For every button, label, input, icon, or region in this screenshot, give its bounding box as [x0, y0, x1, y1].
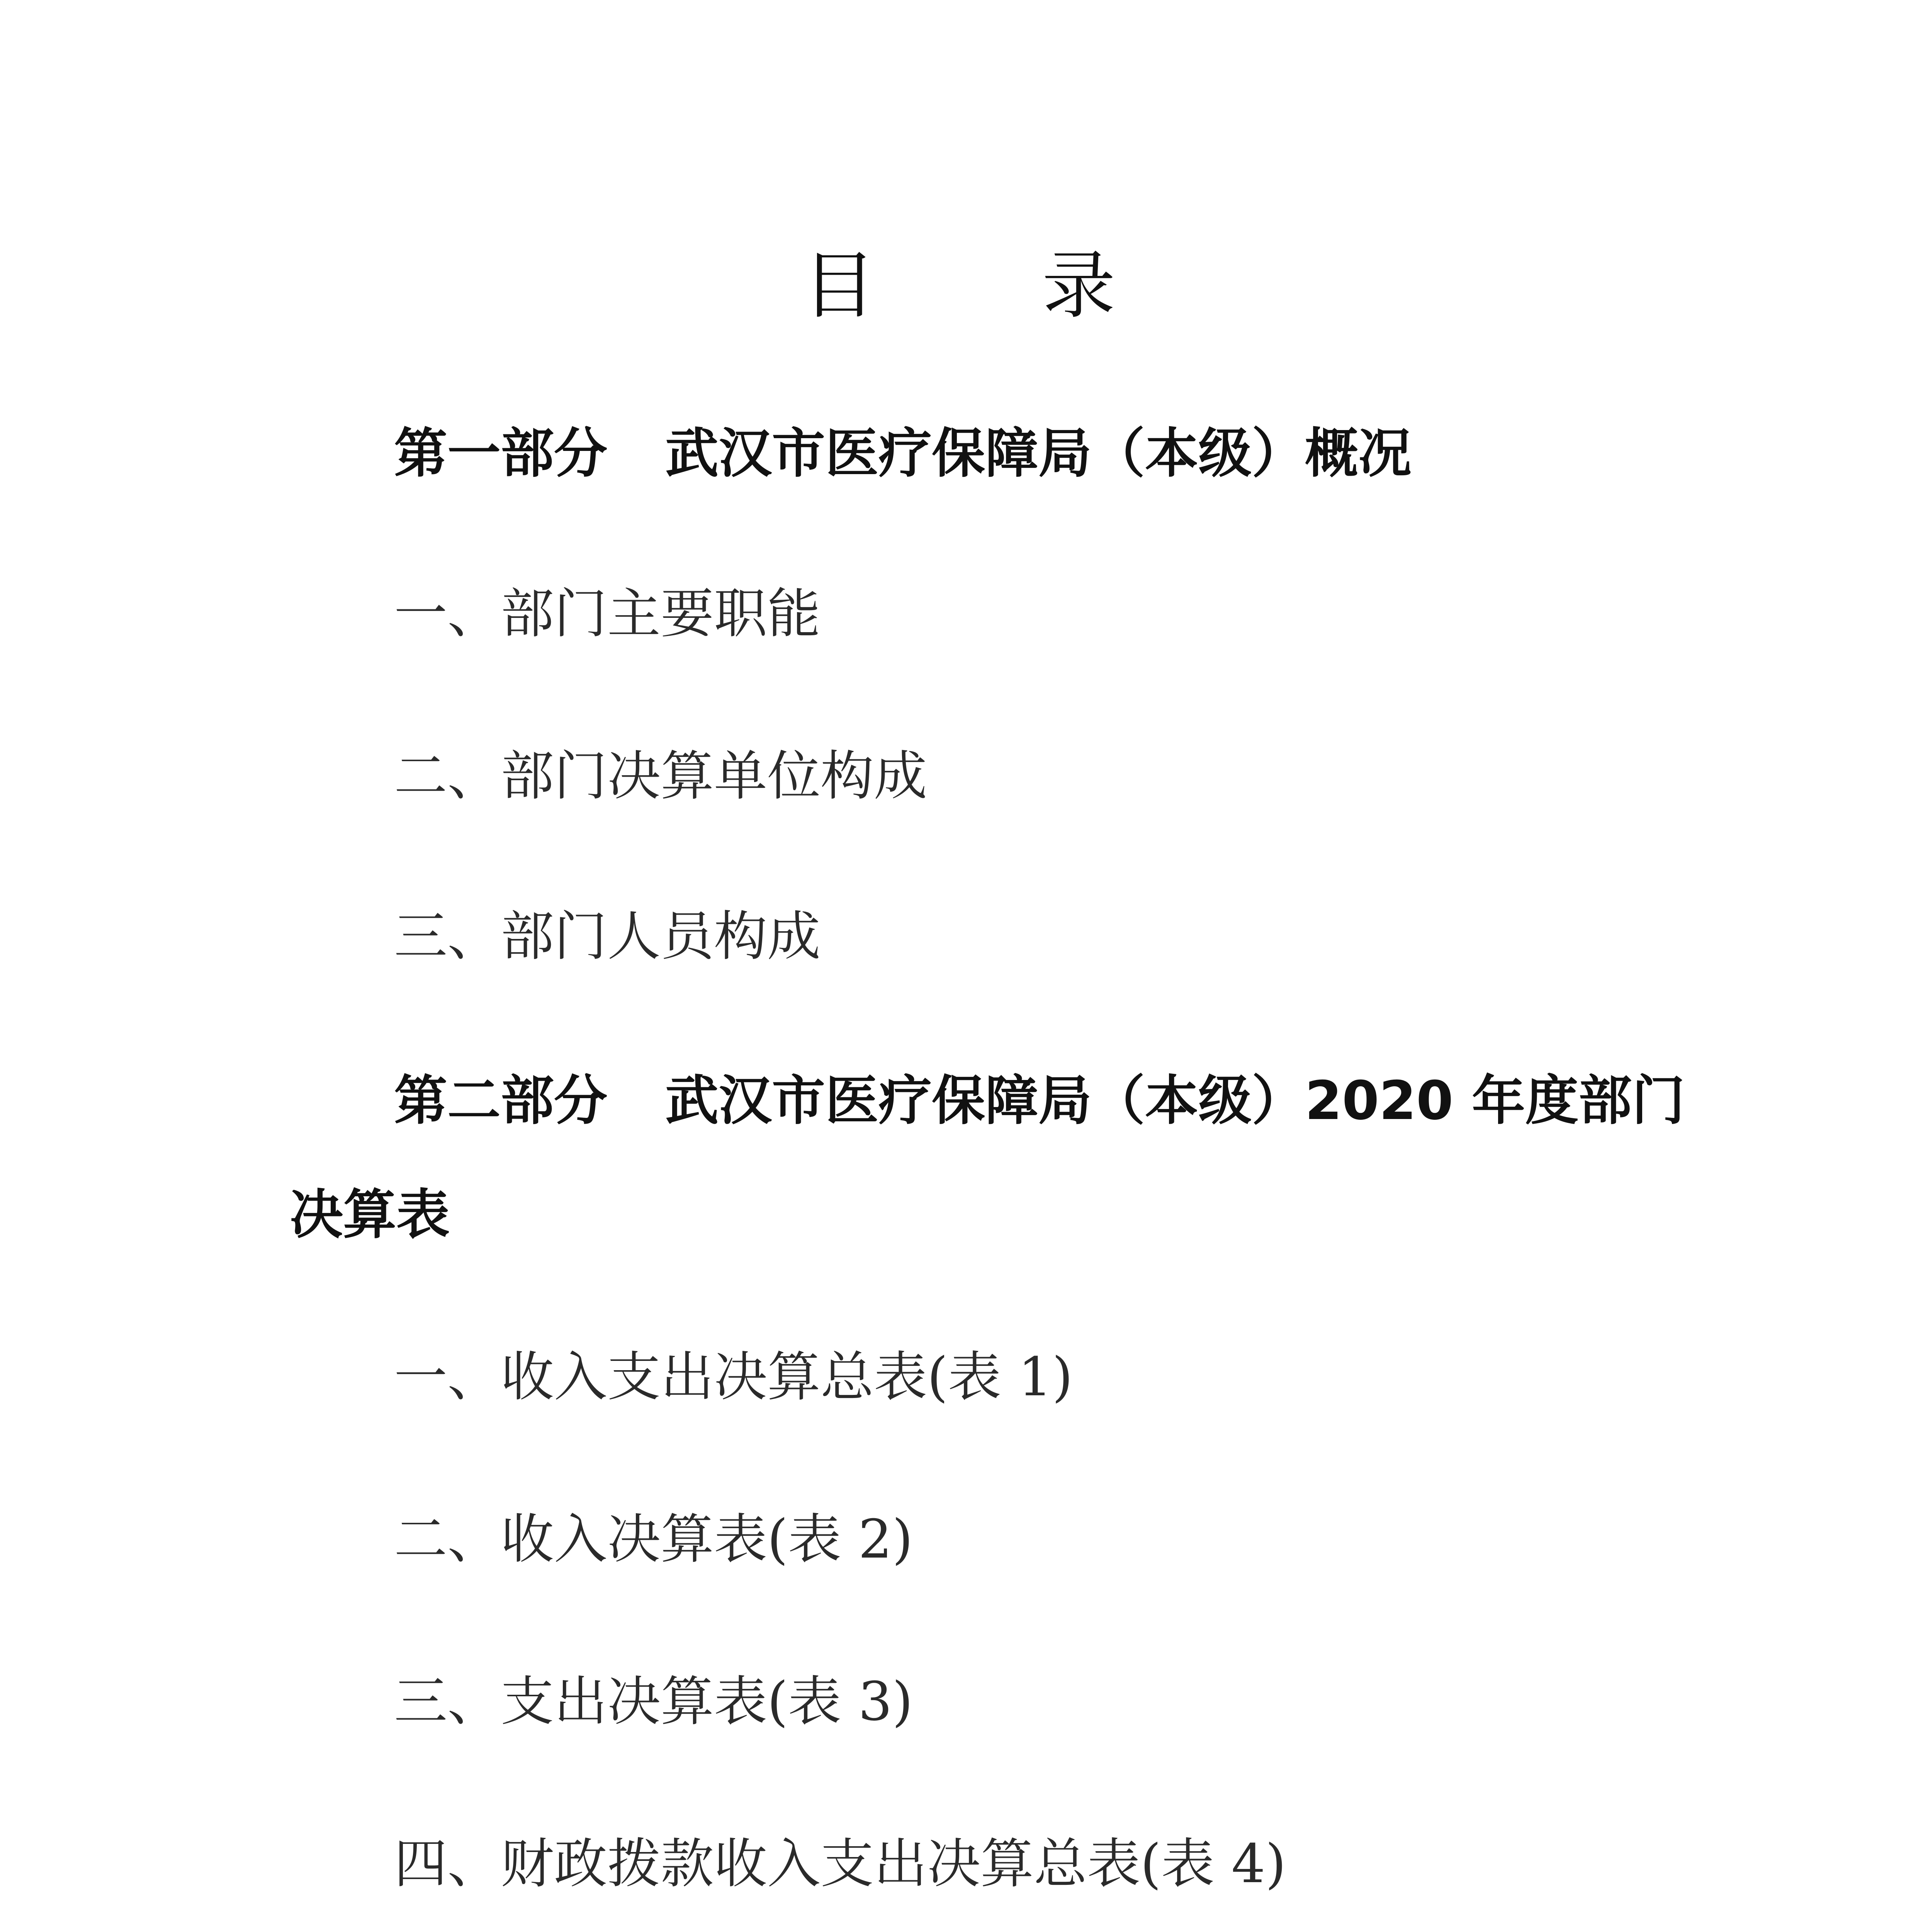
part2-title-line1: 武汉市医疗保障局（本级）2020 年度部门	[665, 1070, 1685, 1132]
part2-title-line2: 决算表	[290, 1184, 450, 1246]
toc-item: 一、收入支出决算总表(表 1)	[394, 1346, 1073, 1408]
part2-label: 第二部分	[394, 1070, 608, 1132]
toc-item: 二、收入决算表(表 2)	[394, 1508, 913, 1570]
part2-heading	[394, 1070, 1685, 1132]
toc-item: 二、部门决算单位构成	[394, 745, 928, 807]
part1-title: 武汉市医疗保障局（本级）概况	[665, 422, 1412, 485]
part1-heading	[394, 422, 1412, 485]
toc-item: 一、部门主要职能	[394, 583, 821, 645]
toc-title-char: 目	[802, 243, 876, 328]
part1-label: 第一部分	[394, 422, 608, 485]
toc-item: 三、部门人员构成	[394, 905, 821, 968]
toc-title	[0, 236, 1918, 336]
toc-item: 四、财政拨款收入支出决算总表(表 4)	[394, 1833, 1286, 1895]
toc-title-char: 录	[1042, 243, 1116, 328]
toc-item: 三、支出决算表(表 3)	[394, 1670, 913, 1733]
